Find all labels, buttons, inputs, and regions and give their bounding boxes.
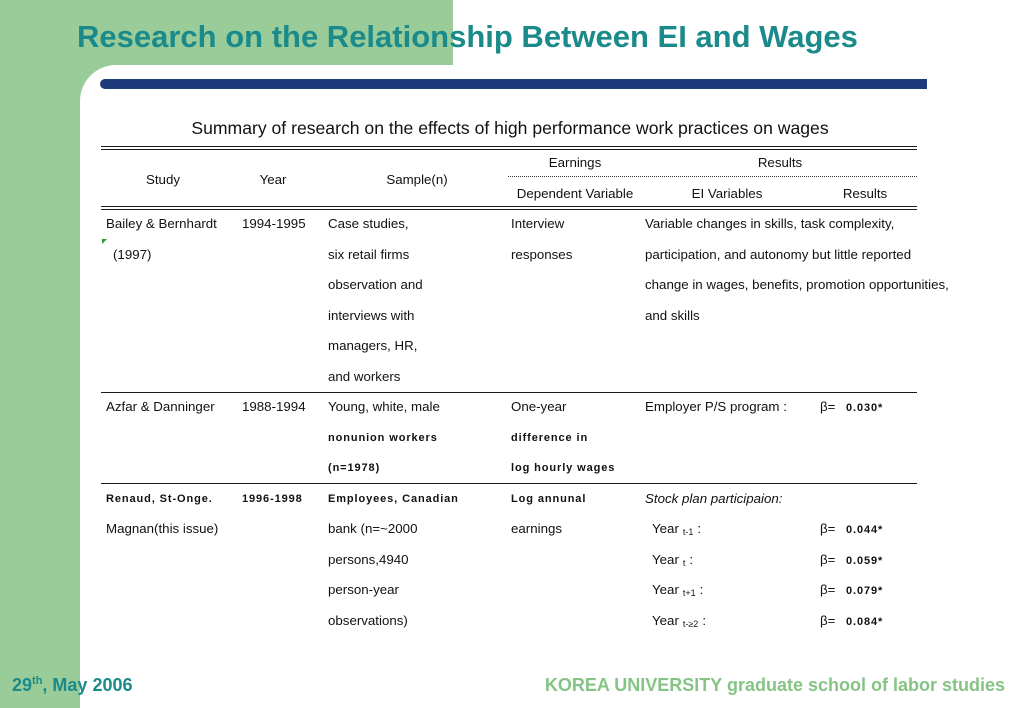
- ei-line: and skills: [645, 307, 700, 323]
- ei-line: participation, and autonomy but little reported: [645, 246, 912, 262]
- sample-line: (n=1978): [328, 462, 381, 475]
- ei-year-item: [645, 545, 782, 576]
- slide-title: Research on the Relationship Between EI and Wages: [77, 19, 858, 54]
- beta-symbol: β=: [820, 612, 836, 628]
- ei-line: change in wages, benefits, promotion opportunities,: [645, 277, 949, 293]
- beta-value: 0.030*: [846, 402, 884, 415]
- row3-sample-cell: [328, 484, 459, 637]
- row-divider: [101, 483, 917, 484]
- beta-value: 0.079*: [846, 585, 884, 598]
- row1-year-cell: [242, 209, 306, 240]
- header-earnings: Earnings: [548, 155, 602, 170]
- beta-value: 0.059*: [846, 554, 884, 567]
- study-line: Renaud, St-Onge.: [106, 492, 213, 505]
- row2-study-cell: [106, 392, 215, 423]
- sample-line: bank (n=~2000: [328, 521, 418, 537]
- year-label: Year: [652, 521, 679, 537]
- row1-ei-cell: [645, 209, 949, 331]
- study-line: Bailey & Bernhardt: [106, 216, 217, 232]
- header-sample: Sample(n): [386, 172, 448, 187]
- beta-symbol: β=: [820, 551, 836, 567]
- year-subscript: t+1: [682, 588, 696, 599]
- row1-sample-cell: [328, 209, 423, 392]
- row-divider: [101, 392, 917, 393]
- result-line: [820, 606, 883, 637]
- year-suffix: :: [702, 612, 707, 628]
- study-line: Azfar & Danninger: [106, 399, 215, 415]
- year-suffix: :: [689, 551, 694, 567]
- year-line: 1994-1995: [242, 216, 306, 232]
- sample-line: Case studies,: [328, 216, 409, 232]
- beta-symbol: β=: [820, 521, 836, 537]
- row1-study-cell: [106, 209, 217, 270]
- year-line: 1988-1994: [242, 399, 306, 415]
- header-ei-variables: EI Variables: [691, 186, 763, 201]
- ei-line: Employer P/S program :: [645, 399, 787, 415]
- footer-organization: KOREA UNIVERSITY graduate school of labor studies: [544, 675, 1005, 695]
- date-day: 29: [12, 675, 33, 695]
- beta-symbol: β=: [820, 582, 836, 598]
- study-line: Magnan(this issue): [106, 521, 219, 537]
- row2-dependent-cell: [511, 392, 615, 484]
- row1-dependent-cell: [511, 209, 572, 270]
- ei-year-item: [645, 606, 782, 637]
- year-line: 1996-1998: [242, 492, 303, 505]
- row2-results-cell: [820, 392, 883, 423]
- result-line: [820, 575, 883, 606]
- header-results: Results: [842, 186, 888, 201]
- beta-value: 0.044*: [846, 524, 884, 537]
- dependent-line: responses: [511, 246, 573, 262]
- date-rest: , May 2006: [42, 675, 133, 695]
- sample-line: Young, white, male: [328, 399, 440, 415]
- table-caption: Summary of research on the effects of high performance work practices on wages: [191, 118, 829, 138]
- result-line: [820, 392, 883, 423]
- table-top-rule: [101, 146, 917, 150]
- date-suffix: th: [32, 675, 43, 687]
- row2-year-cell: [242, 392, 306, 423]
- row3-study-cell: [106, 484, 218, 545]
- sample-line: observation and: [328, 277, 423, 293]
- row3-ei-cell: [645, 484, 782, 637]
- footer-date: [12, 673, 132, 697]
- sample-line: person-year: [328, 582, 399, 598]
- beta-symbol: β=: [820, 399, 836, 415]
- header-study: Study: [145, 172, 180, 187]
- year-suffix: :: [697, 521, 702, 537]
- year-label: Year: [652, 582, 679, 598]
- sample-line: interviews with: [328, 307, 415, 323]
- header-year: Year: [259, 172, 287, 187]
- year-suffix: :: [699, 582, 704, 598]
- ei-year-item: [645, 514, 782, 545]
- row3-dependent-cell: [511, 484, 586, 545]
- sample-line: persons,4940: [328, 551, 409, 567]
- dependent-line: difference in: [511, 431, 589, 444]
- dependent-line: Interview: [511, 216, 565, 232]
- ei-heading: Stock plan participaion:: [645, 490, 783, 506]
- sample-line: observations): [328, 612, 408, 628]
- header-results-group: Results: [757, 155, 803, 170]
- ei-line: Variable changes in skills, task complexity,: [645, 216, 895, 232]
- sample-line: Employees, Canadian: [328, 492, 459, 505]
- sample-line: managers, HR,: [328, 338, 418, 354]
- dependent-line: earnings: [511, 521, 563, 537]
- dependent-line: One-year: [511, 399, 567, 415]
- study-line: (1997): [113, 246, 152, 262]
- result-line: [820, 514, 883, 545]
- sample-line: six retail firms: [328, 246, 410, 262]
- dependent-line: Log annunal: [511, 492, 587, 505]
- year-subscript: t: [682, 557, 686, 568]
- year-subscript: t-≥2: [682, 618, 699, 629]
- result-line: [820, 545, 883, 576]
- cell-marker-icon: [102, 239, 107, 244]
- year-label: Year: [652, 551, 679, 567]
- header-group-divider: [508, 176, 917, 177]
- header-dependent-variable: Dependent Variable: [516, 186, 634, 201]
- row2-sample-cell: [328, 392, 440, 484]
- year-label: Year: [652, 612, 679, 628]
- ei-year-item: [645, 575, 782, 606]
- row3-results-cell: [820, 514, 883, 636]
- sample-line: and workers: [328, 368, 401, 384]
- beta-value: 0.084*: [846, 615, 884, 628]
- year-subscript: t-1: [682, 527, 694, 538]
- dependent-line: log hourly wages: [511, 462, 616, 475]
- row3-year-cell: [242, 484, 303, 515]
- sample-line: nonunion workers: [328, 431, 438, 444]
- row2-ei-cell: [645, 392, 787, 423]
- title-underline-bar: [100, 79, 927, 89]
